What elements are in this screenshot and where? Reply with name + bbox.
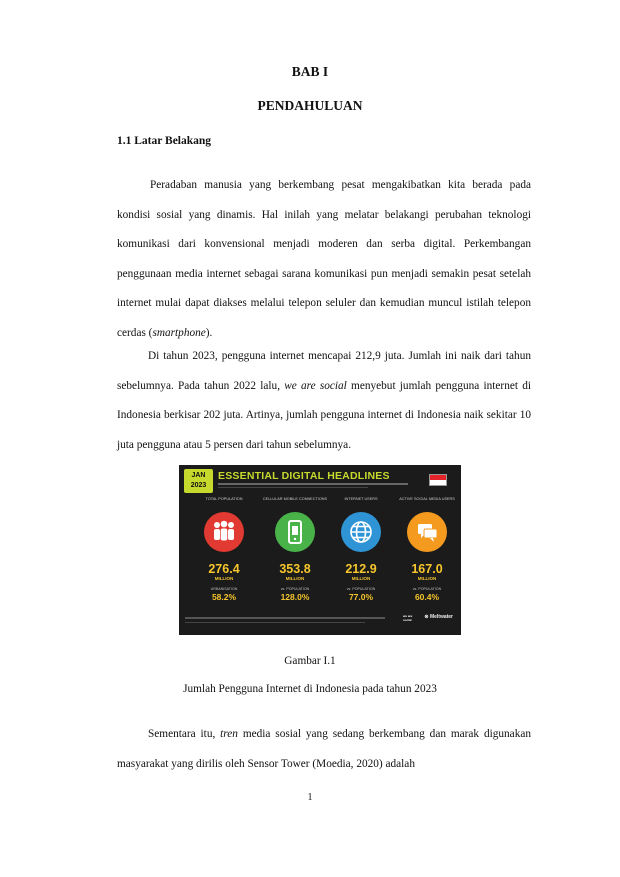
people-icon [204, 512, 244, 552]
stat-value: 276.4 [208, 562, 240, 576]
paragraph-3-text-2: media sosial yang sedang berkembang dan marak digunakan masyarakat yang dirilis oleh Sensor Tower (Moedia, 2020) adalah [117, 728, 532, 770]
stat-value: 353.8 [279, 562, 311, 576]
infographic-subtitle-line-2 [218, 487, 368, 488]
chapter-title: PENDAHULUAN [257, 98, 363, 113]
stat-label: TOTAL POPULATION [205, 497, 243, 501]
stat-sub-label: vs. POPULATION [280, 587, 310, 591]
stat-sub-value: 128.0% [280, 592, 310, 602]
infographic-footnote-line-2 [185, 622, 365, 623]
paragraph-2-text-1: Di tahun 2023, pengguna internet mencapai 212,9 juta. Jumlah ini naik dari tahun sebelumnya. Pada tahun 2022 lalu, [117, 350, 531, 392]
globe-icon [341, 512, 381, 552]
stat-unit: MILLION [351, 576, 371, 581]
date-badge [184, 469, 213, 493]
paragraph-2 [117, 342, 531, 460]
stat-sub-label: vs. POPULATION [412, 587, 442, 591]
stat-label: CELLULAR MOBILE CONNECTIONS [262, 497, 328, 501]
paragraph-2-text-2: menyebut jumlah pengguna internet di Indonesia berkisar 202 juta. Artinya, jumlah pengguna internet di Indonesia naik sekitar 10 juta pengguna atau 5 persen dari tahun sebelumnya. [117, 379, 531, 451]
badge-year: 2023 [190, 482, 207, 489]
chapter-heading: BAB I [291, 64, 329, 79]
stat-label: ACTIVE SOCIAL MEDIA USERS [399, 497, 455, 501]
badge-month: JAN [191, 472, 206, 479]
we-are-social-logo: we are social [403, 614, 413, 622]
stat-sub-value: 58.2% [211, 592, 237, 602]
stat-column-mobile [262, 497, 328, 602]
paragraph-1-text: Peradaban manusia yang berkembang pesat mengakibatkan kita berada pada kondisi sosial yang dinamis. Hal inilah yang melatar belakangi perubahan teknologi komunikasi dari konvensional menjadi moderen dan serba digital. Perkembangan penggunaan media internet sebagai sarana komunikasi pun menjadi semakin pesat setelah internet mulai dapat diakses melalui telepon seluler dan kemudian muncul istilah telepon cerdas ( [117, 179, 531, 339]
chat-bubbles-icon [407, 512, 447, 552]
infographic-subtitle-line [218, 483, 408, 485]
infographic-title: ESSENTIAL DIGITAL HEADLINES [218, 470, 390, 482]
infographic-footnote-line [185, 617, 385, 619]
paragraph-3-italic: tren [220, 728, 238, 740]
stat-unit: MILLION [214, 576, 234, 581]
stat-column-social-media [394, 497, 460, 602]
stat-value: 167.0 [411, 562, 443, 576]
paragraph-3 [117, 720, 531, 779]
stat-sub-value: 77.0% [348, 592, 374, 602]
stat-unit: MILLION [285, 576, 305, 581]
page-number: 1 [307, 792, 313, 803]
paragraph-1-end: ). [205, 326, 213, 339]
stat-value: 212.9 [345, 562, 377, 576]
infographic-header [179, 465, 461, 495]
figure-caption-text: Jumlah Pengguna Internet di Indonesia pada tahun 2023 [183, 683, 437, 695]
paragraph-3-text-1: Sementara itu, [148, 728, 221, 740]
meltwater-logo-text: Meltwater [429, 614, 453, 620]
paragraph-2-italic: we are social [284, 379, 347, 392]
meltwater-logo: ⊗ Meltwater [424, 614, 453, 620]
stat-column-internet [328, 497, 394, 602]
indonesia-flag-icon [429, 474, 447, 486]
stat-sub-value: 60.4% [414, 592, 440, 602]
stat-unit: MILLION [417, 576, 437, 581]
mobile-phone-icon [275, 512, 315, 552]
stat-label: INTERNET USERS [344, 497, 378, 501]
section-heading: 1.1 Latar Belakang [117, 135, 212, 147]
paragraph-1-italic: smartphone [152, 326, 206, 339]
stat-sub-label: URBANISATION [210, 587, 238, 591]
digital-headlines-infographic [179, 465, 461, 635]
stat-sub-label: vs. POPULATION [346, 587, 376, 591]
paragraph-1 [117, 171, 531, 348]
figure-caption-label: Gambar I.1 [284, 655, 336, 667]
stat-column-population [191, 497, 257, 602]
